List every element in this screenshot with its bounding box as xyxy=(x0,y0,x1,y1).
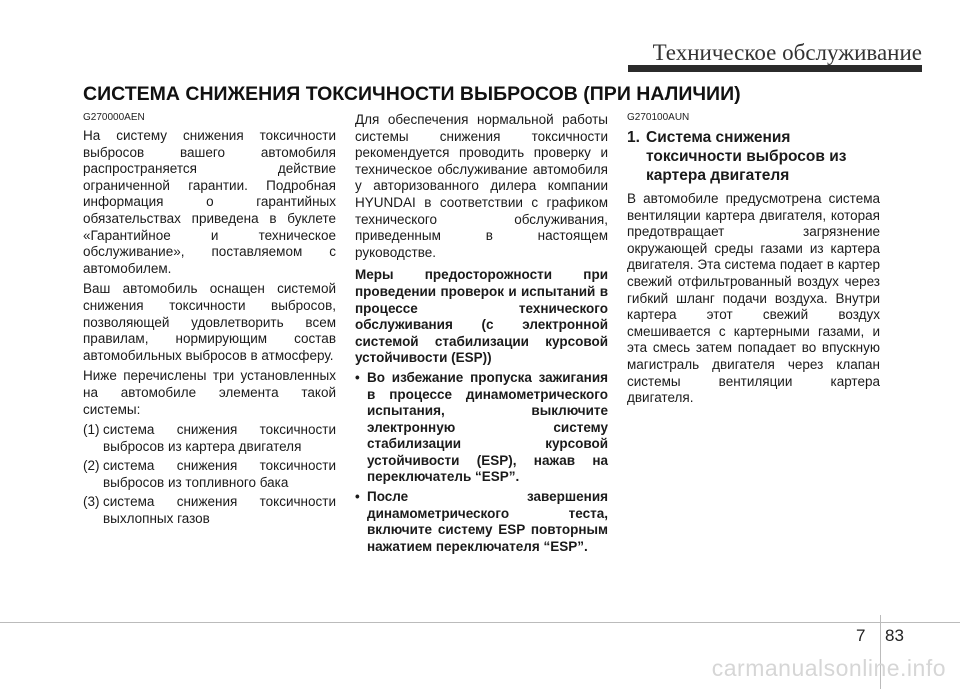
paragraph: На систему снижения токсичности выбросов вашего автомобиля распространяется действие ограниченной гарантии. Подробная информация о гарантийных обязательствах приведена в буклете «Гарантийное и техническое обслуживание», поставляемом с автомобилем. xyxy=(83,128,336,276)
header-bar xyxy=(628,65,922,72)
running-header: Техническое обслуживание xyxy=(652,40,922,65)
list-number: (3) xyxy=(83,494,100,510)
subsection-text: Система снижения токсичности выбросов из картера двигателя xyxy=(646,129,847,184)
list-item xyxy=(83,494,336,527)
page-number: 83 xyxy=(885,626,904,645)
list-number: (1) xyxy=(83,422,100,438)
paragraph: Ваш автомобиль оснащен системой снижения токсичности выбросов, позволяющей удовлетворить всем правилам, нормирующим состав автомобильных выбросов в атмосферу. xyxy=(83,281,336,363)
chapter-number: 7 xyxy=(856,626,866,645)
list-item xyxy=(83,458,336,491)
paragraph: Ниже перечислены три установленных на автомобиле элемента такой системы: xyxy=(83,368,336,417)
column-left xyxy=(83,112,336,531)
list-text: система снижения токсичности выхлопных газов xyxy=(103,494,336,527)
watermark: carmanualsonline.info xyxy=(711,655,946,681)
column-right xyxy=(627,112,880,411)
bullet-text: Во избежание пропуска зажигания в процессе динамометрического испытания, выключите электронную систему стабилизации курсовой устойчивости (ESP), нажав на переключатель “ESP”. xyxy=(367,369,608,485)
section-title: СИСТЕМА СНИЖЕНИЯ ТОКСИЧНОСТИ ВЫБРОСОВ (ПРИ НАЛИЧИИ) xyxy=(83,83,741,105)
bullet-item xyxy=(355,489,608,555)
paragraph: В автомобиле предусмотрена система вентиляции картера двигателя, которая предотвращает загрязнение окружающей среды газами из картера двигателя. Эта система подает в картер свежий отфильтрованный воздух через гибкий шланг подачи воздуха. Внутри картера этот свежий воздух смешивается с картерными газами, и эта смесь затем попадает во впускную магистраль двигателя через клапан системы вентиляции картера двигателя. xyxy=(627,191,880,406)
column-middle xyxy=(355,112,608,558)
paragraph: Для обеспечения нормальной работы системы снижения токсичности рекомендуется проводить проверку и техническое обслуживание автомобиля у авторизованного дилера компании HYUNDAI в соответствии с графиком технического обслуживания, приведенным в настоящем руководстве. xyxy=(355,112,608,260)
list-number: (2) xyxy=(83,458,100,474)
subsection-number: 1. xyxy=(627,129,640,146)
bullet-text: После завершения динамометрического теста, включите систему ESP повторным нажатием переключателя “ESP”. xyxy=(367,489,608,554)
bullet-dot: • xyxy=(355,369,360,385)
list-item xyxy=(83,422,336,455)
precaution-heading: Меры предосторожности при проведении проверок и испытаний в процессе технического обслуживания (с электронной системой стабилизации курсовой устойчивости (ESP)) xyxy=(355,267,608,366)
bullet-dot: • xyxy=(355,489,360,505)
list-text: система снижения токсичности выбросов из картера двигателя xyxy=(103,422,336,454)
subsection-title xyxy=(627,128,880,185)
footer-rule xyxy=(0,622,960,623)
list-text: система снижения токсичности выбросов из топливного бака xyxy=(103,458,336,490)
bullet-item xyxy=(355,370,608,486)
section-code: G270000AEN xyxy=(83,112,145,123)
section-code: G270100AUN xyxy=(627,112,690,123)
